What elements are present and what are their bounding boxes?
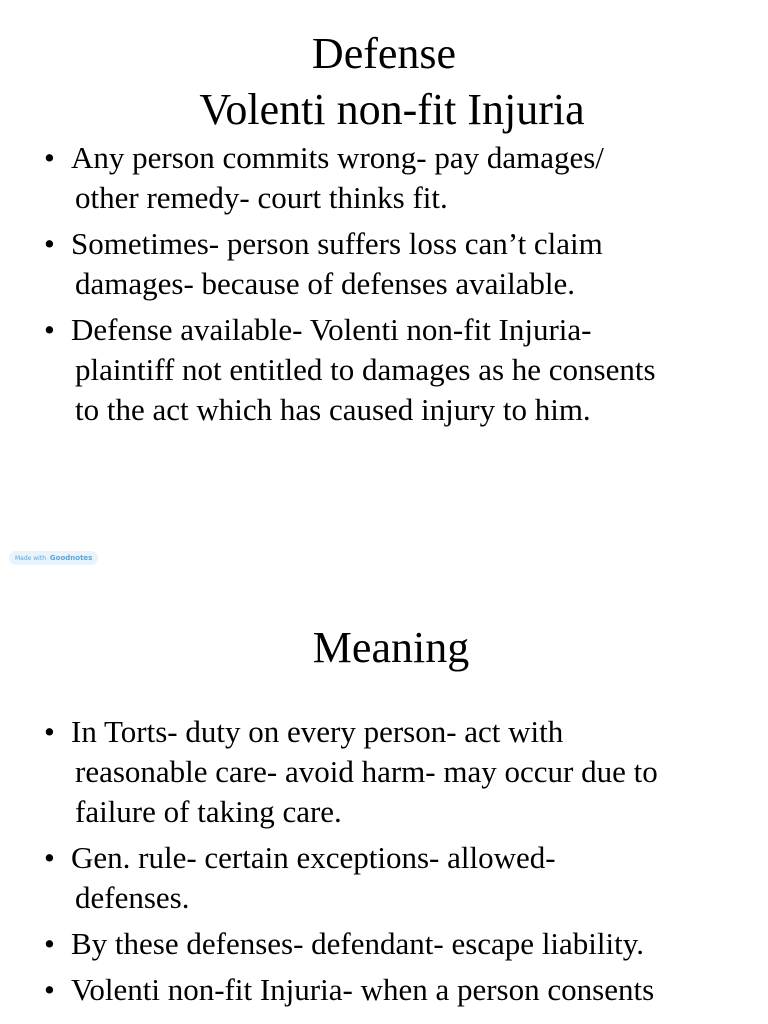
bullet-item	[44, 224, 744, 304]
bullet-line: In Torts- duty on every person- act with	[71, 714, 564, 749]
bullet-line: Gen. rule- certain exceptions- allowed-	[71, 840, 556, 875]
bullet-text	[71, 970, 744, 1010]
watermark-brand: Goodnotes	[49, 554, 93, 562]
bullet-list	[44, 712, 744, 1016]
bullet-line: Defense available- Volenti non-fit Injuria-	[71, 312, 592, 347]
watermark-prefix: Made with	[15, 555, 46, 562]
bullet-line: plaintiff not entitled to damages as he consents	[75, 352, 656, 387]
bullet-symbol: •	[44, 926, 55, 961]
bullet-line: damages- because of defenses available.	[75, 266, 576, 301]
bullet-symbol: •	[44, 312, 55, 347]
bullet-item	[44, 138, 744, 218]
bullet-item	[44, 838, 744, 918]
bullet-text	[71, 712, 744, 832]
bullet-line: defenses.	[75, 880, 190, 915]
bullet-line: to the act which has caused injury to him.	[75, 392, 591, 427]
slide-title-defense: Defense	[311, 29, 457, 78]
bullet-line: other remedy- court thinks fit.	[75, 180, 448, 215]
slide-title-meaning: Meaning	[312, 623, 470, 672]
bullet-text	[71, 224, 744, 304]
bullet-line: Sometimes- person suffers loss can’t claim	[71, 226, 603, 261]
bullet-line: failure of taking care.	[75, 794, 342, 829]
goodnotes-watermark	[9, 551, 98, 565]
bullet-item	[44, 712, 744, 832]
bullet-symbol: •	[44, 140, 55, 175]
bullet-line: Any person commits wrong- pay damages/	[71, 140, 604, 175]
bullet-line: Volenti non-fit Injuria- when a person consents	[71, 972, 655, 1007]
bullet-text	[71, 138, 744, 218]
bullet-line: By these defenses- defendant- escape liability.	[71, 926, 644, 961]
bullet-symbol: •	[44, 714, 55, 749]
bullet-item	[44, 310, 744, 430]
bullet-symbol: •	[44, 840, 55, 875]
bullet-symbol: •	[44, 226, 55, 261]
bullet-item	[44, 924, 744, 964]
bullet-text	[71, 924, 744, 964]
bullet-text	[71, 838, 744, 918]
bullet-text	[71, 310, 744, 430]
bullet-item	[44, 970, 744, 1010]
bullet-list	[44, 138, 744, 436]
slide-subtitle-volenti: Volenti non-fit Injuria	[199, 85, 585, 134]
bullet-symbol: •	[44, 972, 55, 1007]
slide-meaning	[0, 600, 768, 1024]
bullet-line: reasonable care- avoid harm- may occur due to	[75, 754, 658, 789]
